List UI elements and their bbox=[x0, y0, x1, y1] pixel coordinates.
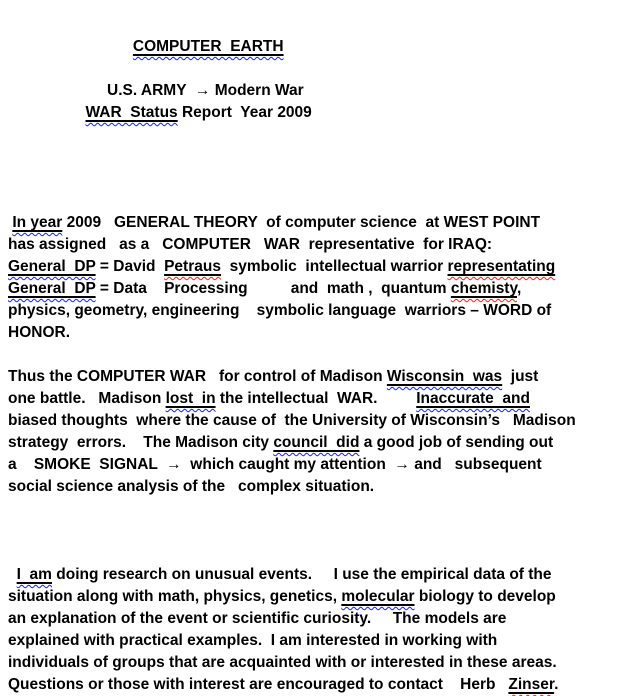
underlined-text-red-squiggle bbox=[448, 258, 556, 275]
text-run: Report Year 2009 bbox=[177, 104, 312, 121]
text-run: symbolic intellectual warrior bbox=[220, 258, 448, 275]
grammar-squiggle-text: COMPUTER EARTH bbox=[132, 38, 284, 55]
spellcheck-squiggle-text: Petraus bbox=[164, 258, 221, 275]
text-line bbox=[8, 322, 632, 344]
text-run: biology to develop bbox=[414, 588, 556, 605]
underlined-text-blue-squiggle bbox=[8, 280, 96, 297]
underlined-text-blue-squiggle bbox=[341, 588, 414, 605]
text-run: , bbox=[516, 280, 522, 297]
underlined-text-blue-squiggle bbox=[86, 104, 178, 121]
text-line bbox=[8, 674, 632, 696]
text-run: U.S. ARMY → Modern War bbox=[8, 82, 304, 99]
text-line bbox=[8, 586, 632, 608]
block-title bbox=[8, 36, 632, 58]
underlined-text-blue-squiggle bbox=[12, 214, 62, 231]
block-para-1 bbox=[8, 212, 632, 344]
underlined-text-red-squiggle bbox=[164, 258, 221, 275]
text-run: an explanation of the event or scientific curiosity. The models are bbox=[8, 610, 507, 627]
text-run: individuals of groups that are acquainted with or interested in these areas. bbox=[8, 654, 557, 671]
underlined-text-blue-squiggle bbox=[8, 258, 96, 275]
underlined-text-blue-squiggle bbox=[273, 434, 359, 451]
text-run: a SMOKE SIGNAL → which caught my attention → and subsequent bbox=[8, 456, 542, 473]
text-run: Questions or those with interest are encouraged to contact Herb bbox=[8, 676, 509, 693]
underlined-text-red-squiggle bbox=[451, 280, 517, 297]
grammar-squiggle-text: WAR Status bbox=[85, 104, 178, 121]
document-content bbox=[8, 36, 632, 696]
text-line bbox=[8, 212, 632, 234]
text-run: HONOR. bbox=[8, 324, 70, 341]
text-run: situation along with math, physics, genetics, bbox=[8, 588, 342, 605]
grammar-squiggle-text: Inaccurate and bbox=[416, 390, 530, 407]
grammar-squiggle-text: molecular bbox=[341, 588, 415, 605]
text-run: doing research on unusual events. I use the empirical data of the bbox=[51, 566, 552, 583]
grammar-squiggle-text: I am bbox=[16, 566, 52, 583]
text-run: biased thoughts where the cause of the University of Wisconsin’s Madison bbox=[8, 412, 576, 429]
text-line bbox=[8, 36, 632, 58]
underlined-text-blue-squiggle bbox=[387, 368, 502, 385]
text-line bbox=[8, 410, 632, 432]
block-para-2 bbox=[8, 366, 632, 498]
text-line bbox=[8, 432, 632, 454]
text-line bbox=[8, 652, 632, 674]
spellcheck-squiggle-text: representating bbox=[447, 258, 556, 275]
grammar-squiggle-text: council did bbox=[273, 434, 360, 451]
text-run: Thus the COMPUTER WAR for control of Madison bbox=[8, 368, 387, 385]
underlined-text-blue-squiggle bbox=[133, 38, 284, 55]
text-run: one battle. Madison bbox=[8, 390, 166, 407]
spellcheck-squiggle-text: Zinser bbox=[508, 676, 555, 693]
text-run: 2009 GENERAL THEORY of computer science at WEST POINT bbox=[62, 214, 541, 231]
text-run: = Data Processing and math , quantum bbox=[95, 280, 451, 297]
text-run: a good job of sending out bbox=[359, 434, 554, 451]
underlined-text-blue-squiggle bbox=[166, 390, 216, 407]
text-line bbox=[8, 630, 632, 652]
text-run: = David bbox=[95, 258, 165, 275]
text-run: just bbox=[502, 368, 539, 385]
text-run bbox=[8, 566, 17, 583]
text-line bbox=[8, 256, 632, 278]
text-run bbox=[8, 104, 86, 121]
block-para-3 bbox=[8, 564, 632, 696]
text-line bbox=[8, 476, 632, 498]
text-run: has assigned as a COMPUTER WAR representative for IRAQ: bbox=[8, 236, 493, 253]
text-run: social science analysis of the complex situation. bbox=[8, 478, 375, 495]
text-run: the intellectual WAR. bbox=[215, 390, 417, 407]
text-run: physics, geometry, engineering symbolic language warriors – WORD of bbox=[8, 302, 552, 319]
text-run bbox=[8, 38, 133, 55]
text-run: strategy errors. The Madison city bbox=[8, 434, 274, 451]
text-run: . bbox=[554, 676, 559, 693]
text-line bbox=[8, 300, 632, 322]
text-line bbox=[8, 234, 632, 256]
grammar-squiggle-text: General DP bbox=[8, 258, 96, 275]
text-line bbox=[8, 388, 632, 410]
grammar-squiggle-text: Wisconsin was bbox=[386, 368, 503, 385]
text-line bbox=[8, 608, 632, 630]
text-line bbox=[8, 102, 632, 124]
underlined-text-blue-squiggle bbox=[416, 390, 530, 407]
grammar-squiggle-text: lost in bbox=[165, 390, 216, 407]
text-line bbox=[8, 564, 632, 586]
text-line bbox=[8, 80, 632, 102]
underlined-text-blue-squiggle bbox=[17, 566, 52, 583]
spellcheck-squiggle-text: chemisty bbox=[450, 280, 517, 297]
text-run: explained with practical examples. I am interested in working with bbox=[8, 632, 498, 649]
text-line bbox=[8, 366, 632, 388]
text-line bbox=[8, 454, 632, 476]
text-line bbox=[8, 278, 632, 300]
grammar-squiggle-text: In year bbox=[12, 214, 63, 231]
block-subtitle bbox=[8, 80, 632, 124]
grammar-squiggle-text: General DP bbox=[8, 280, 96, 297]
underlined-text-red-squiggle bbox=[508, 676, 554, 693]
